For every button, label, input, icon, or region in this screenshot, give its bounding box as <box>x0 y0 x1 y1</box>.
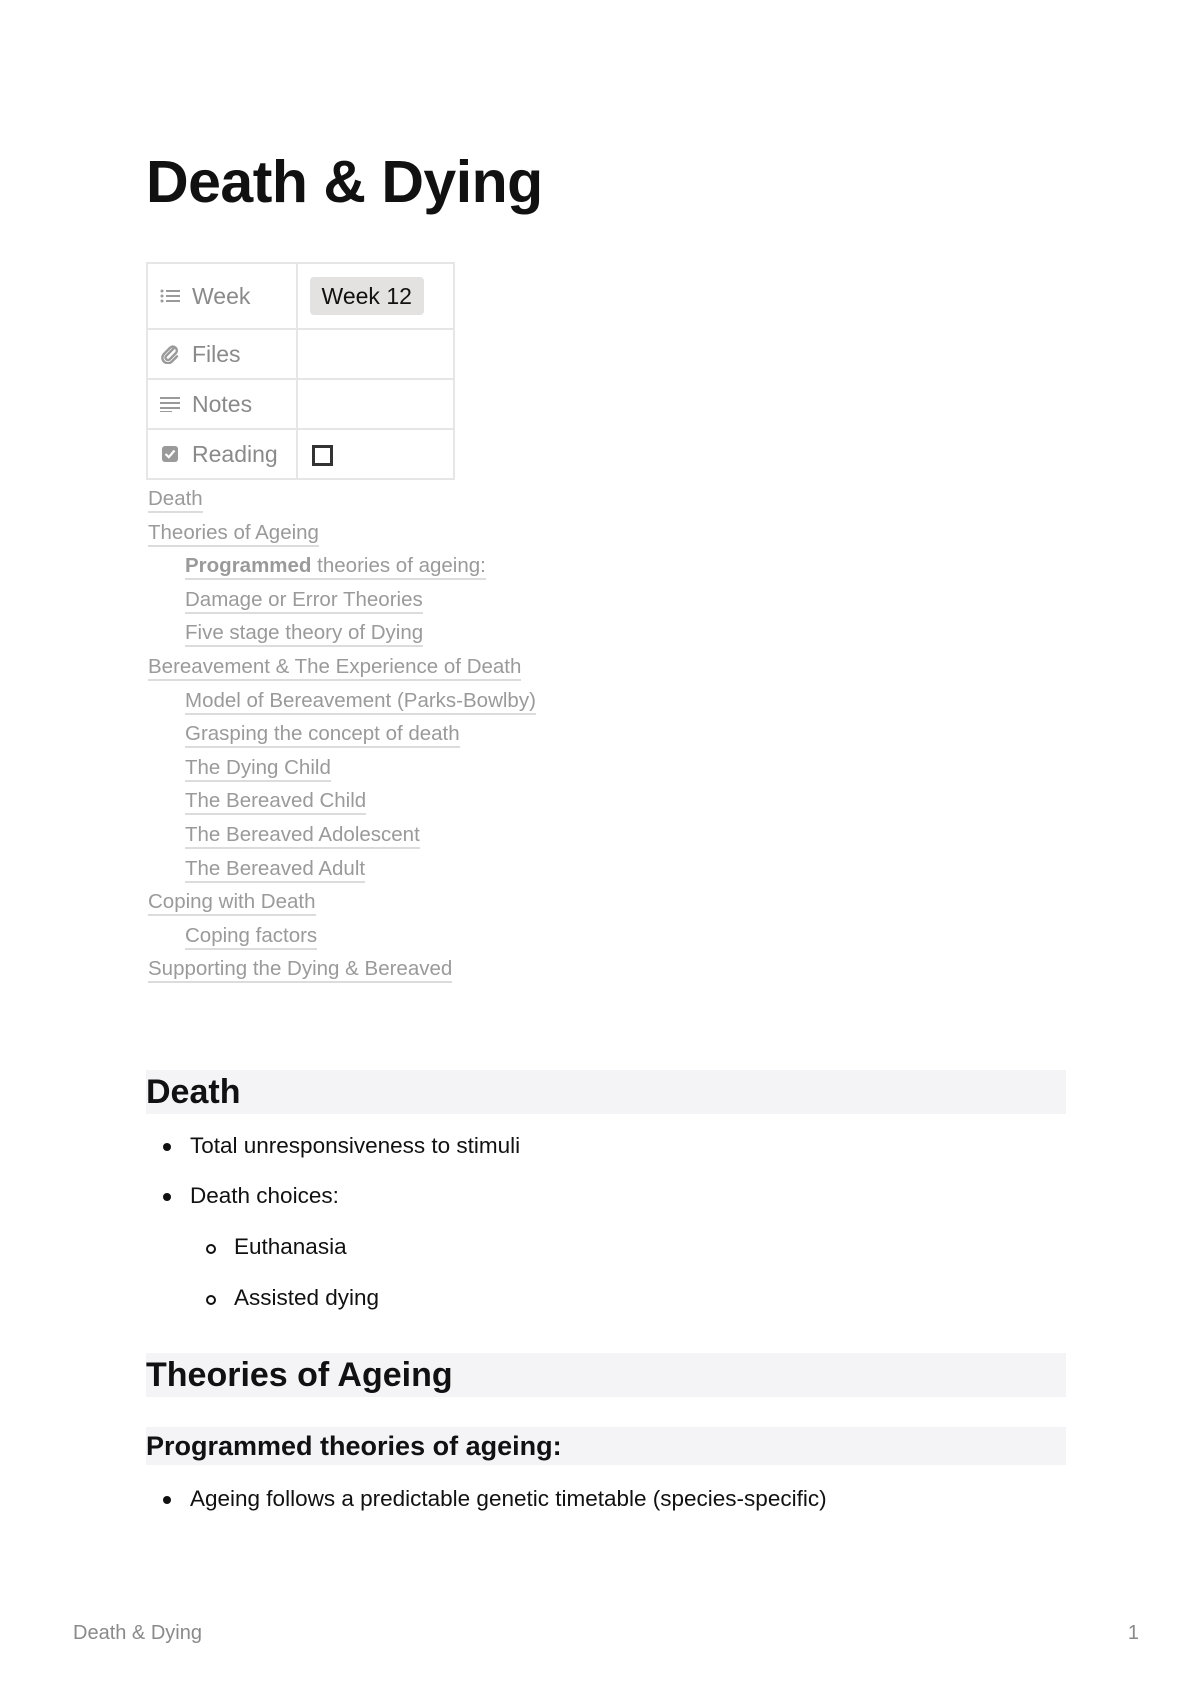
toc-link-bereaved-adult[interactable]: The Bereaved Adult <box>185 857 365 883</box>
bullet-dot <box>163 1496 171 1504</box>
property-key-notes: Notes <box>192 390 253 417</box>
table-of-contents <box>148 482 536 986</box>
property-row-notes <box>147 379 454 429</box>
toc-item <box>148 818 536 852</box>
footer-title: Death & Dying <box>73 1622 202 1644</box>
toc-link-coping-with-death[interactable]: Coping with Death <box>148 890 316 916</box>
list-icon <box>160 286 180 306</box>
death-bullet-list <box>146 1133 520 1311</box>
heading-theories-of-ageing: Theories of Ageing <box>146 1353 1066 1397</box>
toc-item <box>148 516 536 550</box>
toc-item <box>148 482 536 516</box>
toc-item <box>148 650 536 684</box>
list-item-text: Total unresponsiveness to stimuli <box>190 1133 521 1158</box>
toc-link-bereaved-adolescent[interactable]: The Bereaved Adolescent <box>185 823 420 849</box>
list-item <box>146 1285 520 1311</box>
toc-item <box>148 885 536 919</box>
footer-page-number: 1 <box>1127 1622 1139 1644</box>
list-item-text: Death choices: <box>190 1183 339 1208</box>
heading-programmed-theories: Programmed theories of ageing: <box>146 1427 1066 1465</box>
property-key-files: Files <box>192 340 241 367</box>
reading-checkbox[interactable] <box>312 445 333 466</box>
toc-item <box>148 583 536 617</box>
bullet-dot <box>163 1193 171 1201</box>
toc-item <box>148 549 536 583</box>
toc-link-supporting[interactable]: Supporting the Dying & Bereaved <box>148 957 452 983</box>
list-item <box>146 1183 520 1209</box>
toc-link-coping-factors[interactable]: Coping factors <box>185 924 317 950</box>
week-tag[interactable]: Week 12 <box>310 277 424 315</box>
list-item-text: Euthanasia <box>234 1234 347 1259</box>
toc-item <box>148 919 536 953</box>
list-item-text: Ageing follows a predictable genetic timetable (species-specific) <box>190 1486 827 1511</box>
toc-link-bold-part: Programmed <box>185 554 312 578</box>
toc-link-programmed-theories[interactable] <box>185 554 486 580</box>
files-value[interactable] <box>297 329 454 379</box>
checkbox-icon <box>160 444 180 464</box>
toc-link-death[interactable]: Death <box>148 487 203 513</box>
toc-item <box>148 852 536 886</box>
paperclip-icon <box>160 344 180 364</box>
list-item <box>146 1486 827 1512</box>
toc-link-five-stage-theory[interactable]: Five stage theory of Dying <box>185 621 423 647</box>
toc-item <box>148 751 536 785</box>
list-item-text: Assisted dying <box>234 1285 380 1310</box>
toc-link-grasping-concept[interactable]: Grasping the concept of death <box>185 722 460 748</box>
text-lines-icon <box>160 394 180 414</box>
toc-link-model-of-bereavement[interactable]: Model of Bereavement (Parks-Bowlby) <box>185 689 536 715</box>
bullet-circle <box>206 1295 216 1305</box>
property-row-files <box>147 329 454 379</box>
toc-link-rest: theories of ageing: <box>311 554 486 578</box>
property-row-reading <box>147 429 454 479</box>
toc-link-dying-child[interactable]: The Dying Child <box>185 756 331 782</box>
toc-item <box>148 616 536 650</box>
toc-item <box>148 684 536 718</box>
notes-value[interactable] <box>297 379 454 429</box>
list-item <box>146 1234 520 1260</box>
bullet-circle <box>206 1244 216 1254</box>
toc-item <box>148 952 536 986</box>
property-row-week <box>147 263 454 329</box>
properties-table <box>146 262 455 480</box>
bullet-dot <box>163 1143 171 1151</box>
toc-item <box>148 784 536 818</box>
property-key-reading: Reading <box>192 440 278 467</box>
toc-link-bereavement[interactable]: Bereavement & The Experience of Death <box>148 655 521 681</box>
theories-bullet-list <box>146 1486 827 1512</box>
toc-link-damage-theories[interactable]: Damage or Error Theories <box>185 588 423 614</box>
page-title: Death & Dying <box>146 149 543 215</box>
list-item <box>146 1133 520 1159</box>
heading-death: Death <box>146 1070 1066 1114</box>
toc-item <box>148 717 536 751</box>
toc-link-bereaved-child[interactable]: The Bereaved Child <box>185 789 366 815</box>
toc-link-theories-of-ageing[interactable]: Theories of Ageing <box>148 521 319 547</box>
property-key-week: Week <box>192 282 251 309</box>
